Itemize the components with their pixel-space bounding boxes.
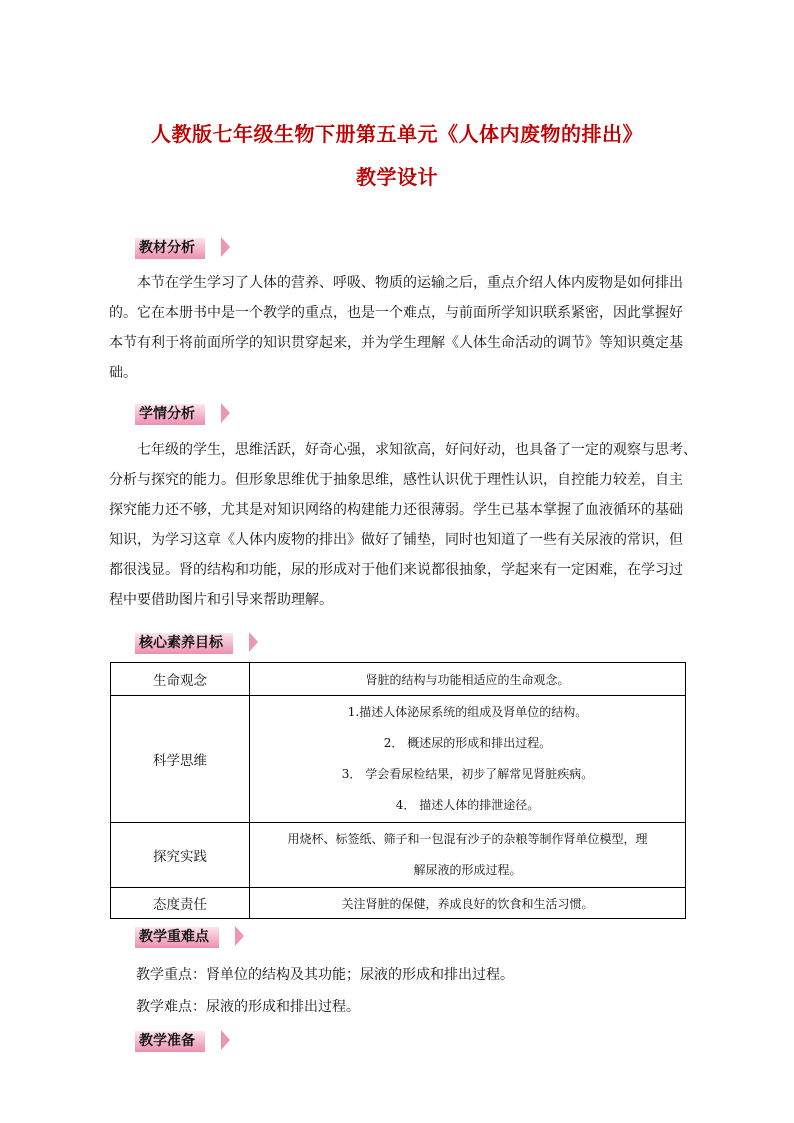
text-line: 用烧杯、标签纸、筛子和一包混有沙子的杂粮等制作肾单位模型，理 (287, 832, 648, 846)
section-header-prep (135, 1030, 205, 1051)
arrow-icon (221, 237, 230, 257)
section-header-key-points (135, 926, 219, 947)
section-header-students (135, 403, 205, 424)
text-line: 都很浅显。肾的结构和功能，尿的形成对于他们来说都很抽象，学起来有一定困难，在学习过 (109, 562, 683, 578)
table-row (111, 823, 686, 888)
text-line: 础。 (109, 365, 137, 381)
text-line: 七年级的学生，思维活跃，好奇心强，求知欲高，好问好动，也具备了一定的观察与思考、 (137, 442, 697, 458)
row-value (250, 823, 686, 888)
textbook-analysis-paragraph (109, 268, 687, 388)
row-value: 关注肾脏的保健，养成良好的饮食和生活习惯。 (250, 888, 686, 919)
row-key: 科学思维 (111, 696, 250, 823)
text-line: 本节在学生学习了人体的营养、呼吸、物质的运输之后，重点介绍人体内废物是如何排出 (137, 275, 683, 291)
text-line: 探究能力还不够，尤其是对知识网络的构建能力还很薄弱。学生已基本掌握了血液循环的基础 (109, 502, 683, 518)
text-line: 本节有利于将前面所学的知识贯穿起来，并为学生理解《人体生命活动的调节》等知识奠定基 (109, 335, 683, 351)
text-line: 解尿液的形成过程。 (413, 863, 522, 877)
document-title: 人教版七年级生物下册第五单元《人体内废物的排出》 (151, 122, 643, 146)
text-line: 分析与探究的能力。但形象思维优于抽象思维，感性认识优于理性认识，自控能力较差，自主 (109, 472, 683, 488)
document-subtitle: 教学设计 (356, 165, 438, 189)
table-row (111, 663, 686, 696)
section-header-textbook (135, 237, 205, 258)
section-label: 核心素养目标 (135, 633, 233, 654)
section-label: 教材分析 (135, 238, 205, 259)
text-line: 的。它在本册书中是一个教学的重点，也是一个难点，与前面所学知识联系紧密，因此掌握好 (109, 305, 683, 321)
arrow-icon (249, 632, 258, 652)
row-value: 肾脏的结构与功能相适应的生命观念。 (250, 663, 686, 696)
section-header-goals (135, 632, 233, 653)
text-line: 程中要借助图片和引导来帮助理解。 (109, 592, 333, 608)
arrow-icon (221, 1030, 230, 1050)
arrow-icon (235, 926, 244, 946)
list-item: 1.描述人体泌尿系统的组成及肾单位的结构。 (347, 705, 588, 719)
section-label: 学情分析 (135, 404, 205, 425)
table-row (111, 888, 686, 919)
table-row (111, 696, 686, 823)
section-label: 教学准备 (135, 1031, 205, 1052)
core-goals-table (110, 662, 686, 919)
list-item: 2． 概述尿的形成和排出过程。 (383, 736, 552, 750)
difficult-point-text: 教学难点：尿液的形成和排出过程。 (136, 999, 360, 1015)
row-key: 生命观念 (111, 663, 250, 696)
key-point-text: 教学重点：肾单位的结构及其功能；尿液的形成和排出过程。 (136, 967, 514, 983)
arrow-icon (221, 403, 230, 423)
row-key: 态度责任 (111, 888, 250, 919)
text-line: 知识，为学习这章《人体内废物的排出》做好了铺垫，同时也知道了一些有关尿液的常识，但 (109, 532, 683, 548)
list-item: 3． 学会看尿检结果，初步了解常见肾脏疾病。 (341, 767, 594, 781)
row-key: 探究实践 (111, 823, 250, 888)
row-value (250, 696, 686, 823)
list-item: 4． 描述人体的排泄途径。 (395, 798, 540, 812)
section-label: 教学重难点 (135, 927, 219, 948)
student-analysis-paragraph (109, 435, 697, 615)
